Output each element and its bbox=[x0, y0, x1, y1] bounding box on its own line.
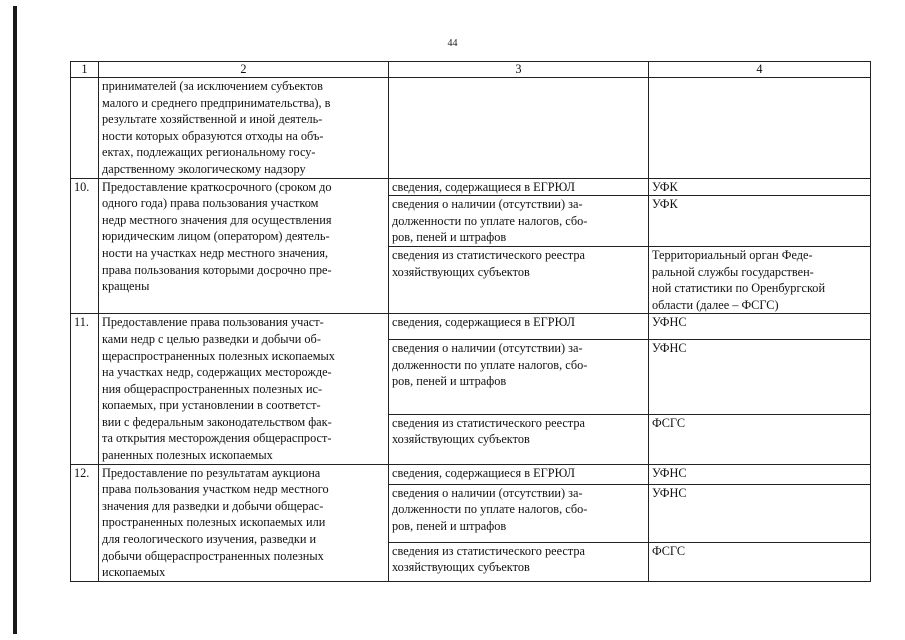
info-cell: сведения о наличии (отсутствии) за- долженности по уплате налогов, сбо- ров, пеней и штрафов bbox=[389, 484, 649, 542]
services-table bbox=[70, 61, 871, 582]
agency-cell: УФНС bbox=[649, 464, 871, 484]
row-number bbox=[71, 78, 99, 179]
service-description: принимателей (за исключением субъектов малого и среднего предпринимательства), в результате хозяйственной и иной деятель- ности которых образуются отходы на объ- ектах, подлежащих региональному госу- дарственному экологическому надзору bbox=[99, 78, 389, 179]
service-description: Предоставление краткосрочного (сроком до одного года) права пользования участком недр местного значения для осуществления юридическим лицом (оператором) деятель- ности на участках недр местного значения, права пользования которыми досрочно пре- кращены bbox=[99, 178, 389, 314]
info-cell: сведения из статистического реестра хозяйствующих субъектов bbox=[389, 246, 649, 313]
row-number: 11. bbox=[71, 314, 99, 464]
agency-cell bbox=[649, 78, 871, 179]
agency-cell: УФК bbox=[649, 178, 871, 196]
table-row bbox=[71, 464, 871, 484]
continuation-row bbox=[71, 78, 871, 179]
table-row bbox=[71, 178, 871, 196]
agency-cell: УФНС bbox=[649, 484, 871, 542]
agency-cell: УФНС bbox=[649, 340, 871, 414]
agency-cell: ФСГС bbox=[649, 542, 871, 581]
info-cell bbox=[389, 78, 649, 179]
info-cell: сведения о наличии (отсутствии) за- долженности по уплате налогов, сбо- ров, пеней и штрафов bbox=[389, 196, 649, 247]
info-cell: сведения о наличии (отсутствии) за- долженности по уплате налогов, сбо- ров, пеней и штрафов bbox=[389, 340, 649, 414]
agency-cell: УФК bbox=[649, 196, 871, 247]
agency-cell: УФНС bbox=[649, 314, 871, 340]
agency-cell: ФСГС bbox=[649, 414, 871, 464]
info-cell: сведения, содержащиеся в ЕГРЮЛ bbox=[389, 314, 649, 340]
info-cell: сведения из статистического реестра хозяйствующих субъектов bbox=[389, 542, 649, 581]
info-cell: сведения, содержащиеся в ЕГРЮЛ bbox=[389, 464, 649, 484]
page-number: 44 bbox=[447, 38, 458, 49]
service-description: Предоставление права пользования участ- ками недр с целью разведки и добычи об- щераспространенных полезных ископаемых на участках недр, содержащих месторожде- ния общераспространенных полезных ис- копаемых, при установлении в соответст- вии с федеральным законодательством фак- та открытия месторождения общераспрост- раненных полезных ископаемых bbox=[99, 314, 389, 464]
row-number: 12. bbox=[71, 464, 99, 581]
table-row bbox=[71, 314, 871, 340]
header-col-1: 1 bbox=[71, 62, 99, 78]
agency-cell: Территориальный орган Феде- ральной службы государствен- ной статистики по Оренбургской области (далее – ФСГС) bbox=[649, 246, 871, 313]
header-row bbox=[71, 62, 871, 78]
info-cell: сведения, содержащиеся в ЕГРЮЛ bbox=[389, 178, 649, 196]
row-number: 10. bbox=[71, 178, 99, 314]
header-col-4: 4 bbox=[649, 62, 871, 78]
service-description: Предоставление по результатам аукциона права пользования участком недр местного значения для разведки и добычи общерас- пространенных полезных ископаемых или для геологического изучения, разведки и добычи общераспространенных полезных ископаемых bbox=[99, 464, 389, 581]
header-col-2: 2 bbox=[99, 62, 389, 78]
header-col-3: 3 bbox=[389, 62, 649, 78]
info-cell: сведения из статистического реестра хозяйствующих субъектов bbox=[389, 414, 649, 464]
binding-edge bbox=[13, 6, 17, 634]
